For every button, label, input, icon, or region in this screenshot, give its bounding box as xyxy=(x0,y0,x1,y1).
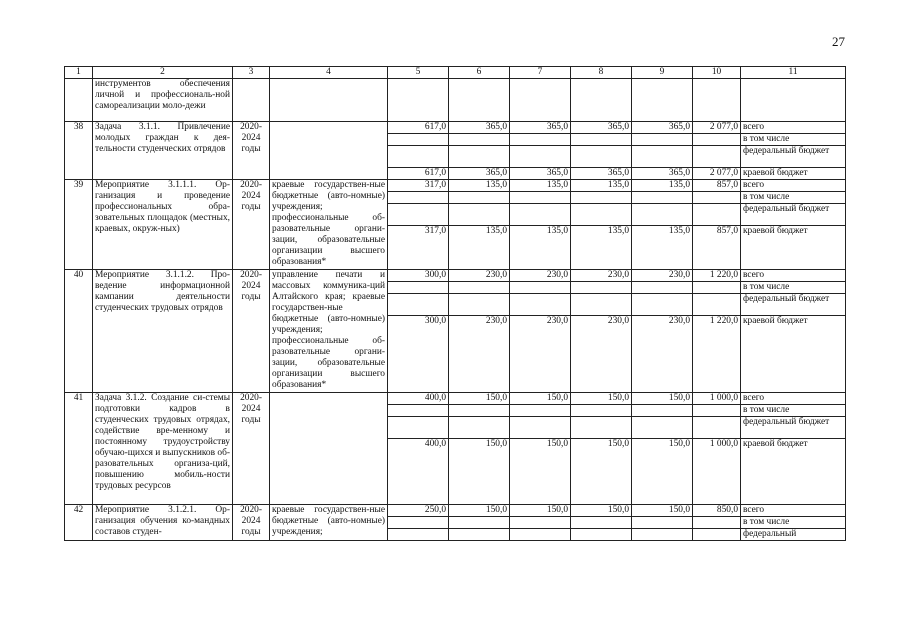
value-cell: 300,0 xyxy=(388,316,449,393)
value-cell: 150,0 xyxy=(632,439,693,505)
value-cell: 365,0 xyxy=(510,122,571,134)
value-cell: 230,0 xyxy=(510,270,571,282)
source-cell: федеральный xyxy=(741,529,846,541)
header-cell: 3 xyxy=(233,67,270,79)
value-cell: 365,0 xyxy=(571,122,632,134)
value-cell xyxy=(510,417,571,439)
row-period: 2020-2024 годы xyxy=(233,505,270,541)
header-cell: 11 xyxy=(741,67,846,79)
value-cell xyxy=(388,282,449,294)
value-cell xyxy=(388,405,449,417)
header-cell: 10 xyxy=(693,67,741,79)
value-cell: 135,0 xyxy=(449,180,510,192)
value-cell xyxy=(632,294,693,316)
value-cell: 230,0 xyxy=(632,270,693,282)
value-cell xyxy=(510,134,571,146)
row-name: инструментов обеспечения личной и профессиональ-ной самореализации моло-дежи xyxy=(93,79,233,122)
row-executor: краевые государствен-ные бюджетные (авто-номные) учреждения; профессиональные об-разовательные органи-зации, образовательные организации высшего образования* xyxy=(270,180,388,270)
row-period xyxy=(233,79,270,122)
value-cell xyxy=(571,146,632,168)
value-cell: 230,0 xyxy=(571,316,632,393)
row-name: Мероприятие 3.1.1.2. Про-ведение информационной кампании деятельности студенческих трудовых отрядов xyxy=(93,270,233,393)
value-cell: 150,0 xyxy=(632,393,693,405)
row-number: 40 xyxy=(65,270,93,393)
value-cell: 150,0 xyxy=(571,393,632,405)
value-cell: 230,0 xyxy=(510,316,571,393)
value-cell: 150,0 xyxy=(510,439,571,505)
value-cell: 317,0 xyxy=(388,226,449,270)
value-cell: 857,0 xyxy=(693,226,741,270)
page-number: 27 xyxy=(832,34,845,49)
value-cell xyxy=(449,294,510,316)
row-period: 2020-2024 годы xyxy=(233,270,270,393)
header-cell: 2 xyxy=(93,67,233,79)
value-cell xyxy=(388,146,449,168)
value-cell: 230,0 xyxy=(449,316,510,393)
value-cell xyxy=(632,134,693,146)
value-cell xyxy=(571,529,632,541)
value-cell xyxy=(693,134,741,146)
value-cell xyxy=(449,405,510,417)
value-cell xyxy=(571,517,632,529)
value-cell: 230,0 xyxy=(632,316,693,393)
value-cell xyxy=(510,192,571,204)
value-cell: 1 220,0 xyxy=(693,270,741,282)
value-cell: 1 000,0 xyxy=(693,393,741,405)
value-cell xyxy=(693,405,741,417)
row-number: 41 xyxy=(65,393,93,505)
table-row xyxy=(65,122,846,134)
value-cell xyxy=(693,192,741,204)
value-cell: 135,0 xyxy=(571,180,632,192)
program-table xyxy=(64,66,846,541)
header-cell: 9 xyxy=(632,67,693,79)
table-row xyxy=(65,79,846,122)
source-cell: в том числе xyxy=(741,405,846,417)
value-cell xyxy=(632,192,693,204)
value-cell: 150,0 xyxy=(510,505,571,517)
value-cell xyxy=(388,79,449,122)
source-cell: федеральный бюджет xyxy=(741,294,846,316)
header-cell: 7 xyxy=(510,67,571,79)
value-cell: 135,0 xyxy=(449,226,510,270)
source-cell: всего xyxy=(741,393,846,405)
value-cell xyxy=(693,282,741,294)
value-cell: 150,0 xyxy=(571,505,632,517)
table-row xyxy=(65,270,846,282)
value-cell: 135,0 xyxy=(571,226,632,270)
value-cell: 150,0 xyxy=(449,439,510,505)
row-period: 2020-2024 годы xyxy=(233,180,270,270)
value-cell: 1 220,0 xyxy=(693,316,741,393)
source-cell: федеральный бюджет xyxy=(741,417,846,439)
value-cell: 365,0 xyxy=(449,168,510,180)
value-cell xyxy=(449,517,510,529)
value-cell: 150,0 xyxy=(449,393,510,405)
value-cell xyxy=(510,529,571,541)
value-cell xyxy=(632,529,693,541)
source-cell: в том числе xyxy=(741,134,846,146)
value-cell: 230,0 xyxy=(449,270,510,282)
value-cell xyxy=(388,204,449,226)
value-cell xyxy=(571,134,632,146)
value-cell xyxy=(571,192,632,204)
header-row xyxy=(65,67,846,79)
value-cell xyxy=(632,146,693,168)
value-cell xyxy=(449,529,510,541)
value-cell: 365,0 xyxy=(449,122,510,134)
value-cell xyxy=(388,192,449,204)
value-cell xyxy=(693,204,741,226)
row-executor xyxy=(270,79,388,122)
value-cell xyxy=(632,79,693,122)
source-cell: в том числе xyxy=(741,192,846,204)
header-cell: 6 xyxy=(449,67,510,79)
row-executor: краевые государствен-ные бюджетные (авто-номные) учреждения; xyxy=(270,505,388,541)
value-cell xyxy=(510,517,571,529)
value-cell xyxy=(693,417,741,439)
value-cell: 317,0 xyxy=(388,180,449,192)
source-cell: краевой бюджет xyxy=(741,439,846,505)
value-cell xyxy=(571,204,632,226)
source-cell: краевой бюджет xyxy=(741,168,846,180)
header-cell: 5 xyxy=(388,67,449,79)
value-cell: 365,0 xyxy=(632,122,693,134)
value-cell xyxy=(693,294,741,316)
header-cell: 1 xyxy=(65,67,93,79)
value-cell xyxy=(449,417,510,439)
value-cell xyxy=(449,134,510,146)
value-cell xyxy=(449,79,510,122)
value-cell xyxy=(449,204,510,226)
value-cell: 365,0 xyxy=(632,168,693,180)
value-cell: 850,0 xyxy=(693,505,741,517)
value-cell xyxy=(632,405,693,417)
value-cell xyxy=(388,517,449,529)
value-cell xyxy=(510,405,571,417)
value-cell: 230,0 xyxy=(571,270,632,282)
value-cell xyxy=(693,517,741,529)
value-cell: 400,0 xyxy=(388,439,449,505)
value-cell: 150,0 xyxy=(571,439,632,505)
source-cell xyxy=(741,79,846,122)
value-cell: 1 000,0 xyxy=(693,439,741,505)
source-cell: всего xyxy=(741,122,846,134)
table-row xyxy=(65,505,846,517)
value-cell: 2 077,0 xyxy=(693,122,741,134)
value-cell xyxy=(632,517,693,529)
source-cell: в том числе xyxy=(741,282,846,294)
row-number: 42 xyxy=(65,505,93,541)
row-number xyxy=(65,79,93,122)
value-cell xyxy=(449,192,510,204)
row-executor: управление печати и массовых коммуника-ций Алтайского края; краевые государствен-ные бюджетные (авто-номные) учреждения; профессиональные об-разовательные органи-зации, образовательные организации высшего образования* xyxy=(270,270,388,393)
source-cell: всего xyxy=(741,270,846,282)
value-cell: 135,0 xyxy=(632,180,693,192)
table-row xyxy=(65,393,846,405)
value-cell xyxy=(510,294,571,316)
value-cell: 150,0 xyxy=(632,505,693,517)
value-cell xyxy=(571,79,632,122)
value-cell: 250,0 xyxy=(388,505,449,517)
value-cell: 617,0 xyxy=(388,168,449,180)
value-cell: 2 077,0 xyxy=(693,168,741,180)
value-cell xyxy=(693,146,741,168)
value-cell xyxy=(510,146,571,168)
value-cell xyxy=(510,79,571,122)
row-name: Задача 3.1.1. Привлечение молодых граждан к дея-тельности студенческих отрядов xyxy=(93,122,233,180)
value-cell xyxy=(388,417,449,439)
header-cell: 4 xyxy=(270,67,388,79)
source-cell: краевой бюджет xyxy=(741,316,846,393)
value-cell: 365,0 xyxy=(571,168,632,180)
value-cell xyxy=(571,405,632,417)
value-cell xyxy=(388,294,449,316)
value-cell: 150,0 xyxy=(510,393,571,405)
value-cell: 400,0 xyxy=(388,393,449,405)
value-cell xyxy=(449,282,510,294)
value-cell: 135,0 xyxy=(510,180,571,192)
value-cell xyxy=(571,282,632,294)
value-cell xyxy=(571,417,632,439)
row-period: 2020-2024 годы xyxy=(233,122,270,180)
value-cell xyxy=(632,417,693,439)
source-cell: федеральный бюджет xyxy=(741,146,846,168)
value-cell xyxy=(571,294,632,316)
value-cell: 135,0 xyxy=(510,226,571,270)
table-row xyxy=(65,180,846,192)
value-cell: 365,0 xyxy=(510,168,571,180)
value-cell xyxy=(693,529,741,541)
source-cell: краевой бюджет xyxy=(741,226,846,270)
source-cell: в том числе xyxy=(741,517,846,529)
row-name: Мероприятие 3.1.2.1. Ор-ганизация обучения ко-мандных составов студен- xyxy=(93,505,233,541)
value-cell: 135,0 xyxy=(632,226,693,270)
row-number: 38 xyxy=(65,122,93,180)
value-cell xyxy=(388,529,449,541)
row-number: 39 xyxy=(65,180,93,270)
header-cell: 8 xyxy=(571,67,632,79)
value-cell xyxy=(632,282,693,294)
value-cell: 617,0 xyxy=(388,122,449,134)
value-cell xyxy=(693,79,741,122)
value-cell xyxy=(388,134,449,146)
value-cell: 300,0 xyxy=(388,270,449,282)
row-name: Задача 3.1.2. Создание си-стемы подготовки кадров в студенческих трудовых отрядах, содействие вре-менному и постоянному трудоустройству обучаю-щихся и выпускников об-разовательных организа-ций, повышению мобиль-ности трудовых ресурсов xyxy=(93,393,233,505)
value-cell: 150,0 xyxy=(449,505,510,517)
value-cell: 857,0 xyxy=(693,180,741,192)
row-name: Мероприятие 3.1.1.1. Ор-ганизация и проведение профессиональных обра-зовательных площадок (местных, краевых, окруж-ных) xyxy=(93,180,233,270)
value-cell xyxy=(510,204,571,226)
row-executor xyxy=(270,122,388,180)
value-cell xyxy=(510,282,571,294)
row-period: 2020-2024 годы xyxy=(233,393,270,505)
source-cell: всего xyxy=(741,505,846,517)
value-cell xyxy=(449,146,510,168)
source-cell: всего xyxy=(741,180,846,192)
row-executor xyxy=(270,393,388,505)
value-cell xyxy=(632,204,693,226)
source-cell: федеральный бюджет xyxy=(741,204,846,226)
